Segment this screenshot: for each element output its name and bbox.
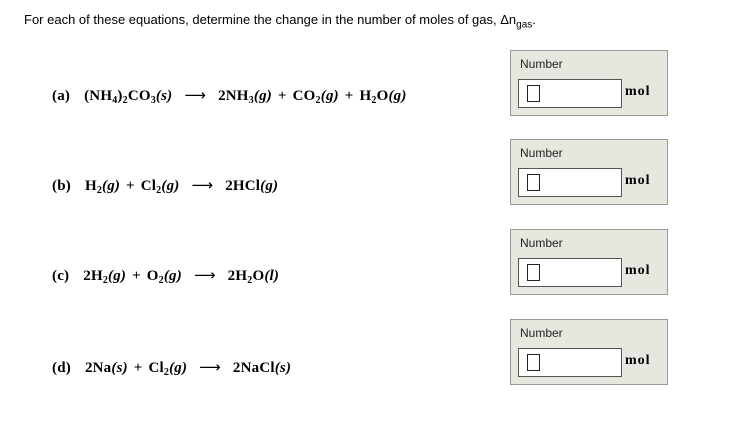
answer-header: Number <box>520 146 563 160</box>
product-b: 2HCl <box>225 178 261 194</box>
answer-input-c[interactable] <box>518 258 622 287</box>
equation-a: (a) $(NH_4)_2CO_3(s)$ ⟶ $2NH_3(g) + CO_2(g) + H_2O(g)$ <box>52 86 407 106</box>
input-cursor <box>527 174 540 191</box>
answer-box-a <box>510 50 668 116</box>
equation-c: (c) $2H_2(g) + O_2(g)$ ⟶ $2H_2O(l)$ <box>52 266 280 286</box>
equation-d: (d) $2Na(s) + Cl_2(g)$ ⟶ 2NaCl(s) <box>52 358 292 378</box>
answer-header: Number <box>520 236 563 250</box>
answer-header: Number <box>520 326 563 340</box>
input-cursor <box>527 354 540 371</box>
answer-input-d[interactable] <box>518 348 622 377</box>
answer-header: Number <box>520 57 563 71</box>
answer-input-a[interactable] <box>518 79 622 108</box>
unit-label: mol <box>625 84 651 99</box>
answer-input-b[interactable] <box>518 168 622 197</box>
answer-box-b <box>510 139 668 205</box>
answer-box-d <box>510 319 668 385</box>
input-cursor <box>527 264 540 281</box>
unit-label: mol <box>625 263 651 278</box>
answer-box-c <box>510 229 668 295</box>
question-text: For each of these equations, determine the change in the number of moles of gas, $\Delta n_{gas}$. <box>24 12 536 31</box>
input-cursor <box>527 85 540 102</box>
unit-label: mol <box>625 353 651 368</box>
unit-label: mol <box>625 173 651 188</box>
equation-b: (b) $H_2(g) + Cl_2(g)$ ⟶ 2HCl(g) <box>52 176 279 196</box>
